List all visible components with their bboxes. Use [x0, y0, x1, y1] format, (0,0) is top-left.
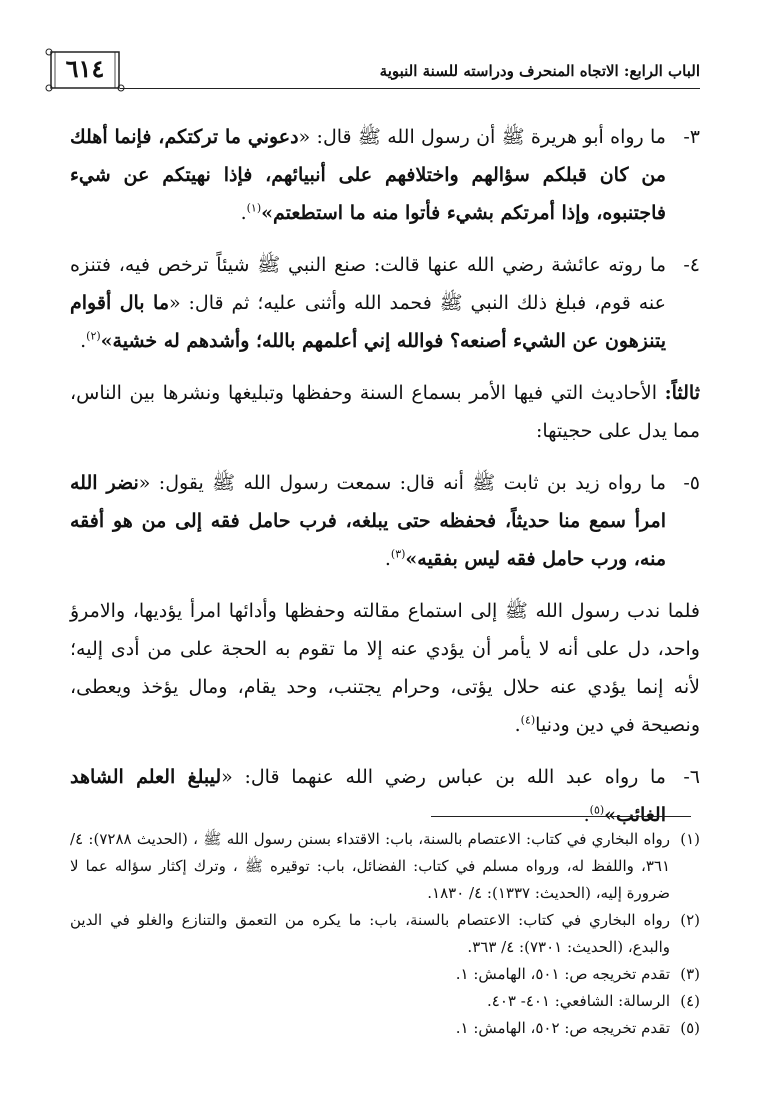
footnote-number: (٥) — [680, 1019, 700, 1037]
item-number: ٣- — [683, 126, 700, 148]
hadith-quote: ليبلغ العلم الشاهد الغائب — [70, 766, 666, 826]
item-number: ٦- — [683, 766, 700, 788]
footnote-text: تقدم تخريجه ص: ٥٠٢، الهامش: ١. — [455, 1019, 670, 1037]
quote-close: » — [604, 804, 617, 826]
footnote-2 — [70, 907, 700, 961]
page-header — [45, 48, 700, 100]
footnote-number: (٤) — [680, 992, 700, 1010]
item-intro: ما رواه عبد الله بن عباس رضي الله عنهما قال: « — [221, 766, 666, 788]
footnote-ref[interactable]: (٢) — [86, 329, 101, 343]
item-4 — [70, 246, 700, 360]
sentence-end: . — [514, 714, 521, 736]
header-rule — [120, 88, 700, 89]
footnote-text: تقدم تخريجه ص: ٥٠١، الهامش: ١. — [455, 965, 670, 983]
sentence-end: . — [384, 548, 391, 570]
footnote-text: رواه البخاري في كتاب: الاعتصام بالسنة، باب: ما يكره من التعمق والتنازع والغلو في الدين والبدع، (الحديث: ٧٣٠١): ٤/ ٣٦٣. — [70, 911, 670, 956]
sentence-end: . — [80, 330, 87, 352]
footnote-number: (٢) — [680, 911, 700, 929]
commentary-paragraph — [70, 592, 700, 744]
footnote-ref[interactable]: (٥) — [589, 803, 605, 817]
item-5 — [70, 464, 700, 578]
footnote-number: (١) — [680, 830, 700, 848]
hadith-quote: ما بال أقوام يتنزهون عن الشيء أصنعه؟ فوالله إني أعلمهم بالله؛ وأشدهم له خشية — [70, 292, 666, 352]
main-text — [70, 118, 700, 848]
footnotes — [70, 826, 700, 1042]
section-heading-paragraph — [70, 374, 700, 450]
item-text — [70, 246, 666, 360]
footnote-ref[interactable]: (١) — [246, 201, 262, 215]
footnote-4 — [70, 988, 700, 1015]
item-3 — [70, 118, 700, 232]
footnote-5 — [70, 1015, 700, 1042]
footnote-text: رواه البخاري في كتاب: الاعتصام بالسنة، باب: الاقتداء بسنن رسول الله ﷺ ، (الحديث ٧٢٨٨): ٤/ ٣٦١، واللفظ له، ورواه مسلم في كتاب: الفضائل، باب: توقيره ﷺ ، وترك إكثار سؤاله عما لا ضرورة إليه، (الحديث: ١٣٣٧): ٤/ ١٨٣٠. — [70, 830, 670, 902]
item-intro: ما روته عائشة رضي الله عنها قالت: صنع النبي ﷺ شيئاً ترخص فيه، فتنزه عنه قوم، فبلغ ذلك النبي ﷺ فحمد الله وأثنى عليه؛ ثم قال: « — [70, 254, 667, 314]
item-number: ٤- — [683, 254, 700, 276]
running-title: الباب الرابع: الاتجاه المنحرف ودراسته للسنة النبوية — [379, 62, 700, 80]
item-text — [70, 758, 666, 834]
sentence-end: . — [583, 804, 590, 826]
footnote-number: (٣) — [680, 965, 700, 983]
footnote-ref[interactable]: (٤) — [520, 713, 536, 727]
footnote-separator — [431, 816, 691, 817]
item-intro: ما رواه زيد بن ثابت ﷺ أنه قال: سمعت رسول الله ﷺ يقول: « — [138, 472, 666, 494]
item-text — [70, 118, 666, 232]
paragraph-text: فلما ندب رسول الله ﷺ إلى استماع مقالته وحفظها وأدائها امرأ يؤديها، والامرؤ واحد، دل على أنه لا يأمر أن يؤدي عنه إلا ما تقوم به الحجة على من أدى إليه؛ لأنه إنما يؤدي عنه حلال يؤتى، وحرام يجتنب، وحد يقام، ومال يؤخذ ويعطى، ونصيحة في دين ودنيا — [70, 600, 700, 736]
item-number: ٥- — [683, 472, 700, 494]
quote-close: » — [100, 330, 113, 352]
section-lead: ثالثاً: — [664, 382, 700, 404]
item-6 — [70, 758, 700, 834]
page-number: ٦١٤ — [65, 54, 105, 83]
footnote-1 — [70, 826, 700, 907]
hadith-quote: نضر الله امرأ سمع منا حديثاً، فحفظه حتى يبلغه، فرب حامل فقه إلى من هو أفقه منه، ورب حامل فقه ليس بفقيه — [70, 472, 666, 570]
hadith-quote: دعوني ما تركتكم، فإنما أهلك من كان قبلكم سؤالهم واختلافهم على أنبيائهم، فإذا نهيتكم عن شيء فاجتنبوه، وإذا أمرتكم بشيء فأتوا منه ما استطعتم — [70, 126, 666, 224]
footnote-text: الرسالة: الشافعي: ٤٠١- ٤٠٣. — [487, 992, 670, 1010]
section-text: الأحاديث التي فيها الأمر بسماع السنة وحفظها وتبليغها ونشرها بين الناس، مما يدل على حجيتها: — [70, 382, 700, 442]
page-number-frame — [45, 48, 125, 92]
quote-close: » — [405, 548, 418, 570]
footnote-ref[interactable]: (٣) — [390, 547, 406, 561]
sentence-end: . — [240, 202, 247, 224]
quote-close: » — [261, 202, 274, 224]
footnote-3 — [70, 961, 700, 988]
item-text — [70, 464, 666, 578]
item-intro: ما رواه أبو هريرة ﷺ أن رسول الله ﷺ قال: « — [298, 126, 666, 148]
